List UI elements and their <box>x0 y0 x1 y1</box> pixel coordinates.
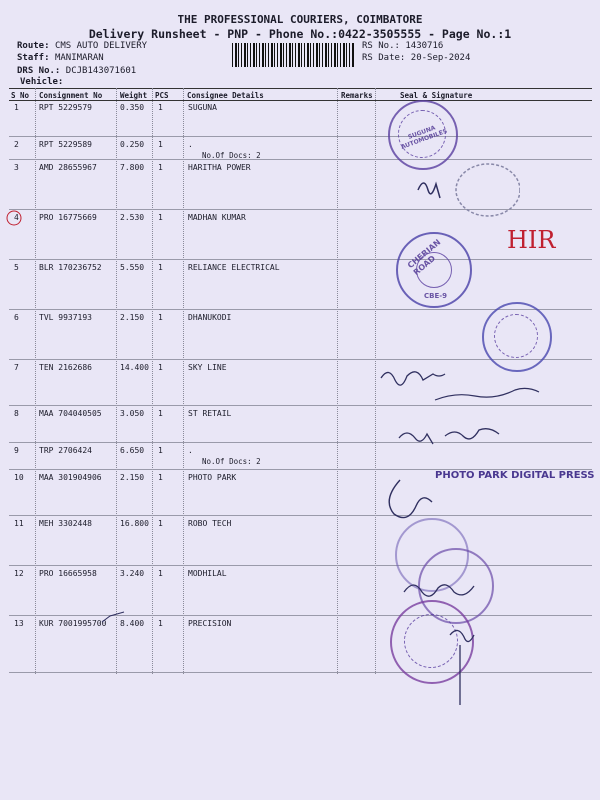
row-weight: 8.400 <box>120 619 145 628</box>
route-value: CMS AUTO DELIVERY <box>54 41 148 51</box>
row-consignment: MAA 301904906 <box>39 473 102 482</box>
cherian-road-stamp <box>396 232 472 308</box>
row-consignee: PHOTO PARK <box>188 473 237 482</box>
row-consignment: BLR 170236752 <box>39 263 102 272</box>
drs-value: DCJB143071601 <box>65 66 137 76</box>
table-header-rule <box>9 100 592 101</box>
col-weight: Weight <box>120 91 148 100</box>
row-weight: 2.150 <box>120 313 145 322</box>
row-consignee: DHANUKODI <box>188 313 232 322</box>
col-divider <box>116 88 117 674</box>
row-pcs: 1 <box>158 163 163 172</box>
row-pcs: 1 <box>158 473 163 482</box>
row-pcs: 1 <box>158 213 163 222</box>
row-sno: 11 <box>14 519 24 528</box>
rs-no-value: 1430716 <box>405 41 444 51</box>
row-sno: 7 <box>14 363 19 372</box>
row-separator <box>9 565 592 566</box>
row-weight: 2.150 <box>120 473 145 482</box>
row-pcs: 1 <box>158 619 163 628</box>
rs-no-line: RS No.: 1430716 <box>362 41 444 51</box>
row-sno: 13 <box>14 619 24 628</box>
row-docs-count: No.Of Docs: 2 <box>202 457 261 466</box>
row-consignment: TVL 9937193 <box>39 313 92 322</box>
col-divider <box>152 88 153 674</box>
row-consignee: ST RETAIL <box>188 409 232 418</box>
row-weight: 3.050 <box>120 409 145 418</box>
row-separator <box>9 136 592 137</box>
tick-mark <box>100 610 130 630</box>
row-consignee: PRECISION <box>188 619 232 628</box>
row-consignment: KUR 7001995700 <box>39 619 107 628</box>
row-pcs: 1 <box>158 409 163 418</box>
row-sno: 4 <box>14 213 19 222</box>
row-weight: 3.240 <box>120 569 145 578</box>
row-sno: 12 <box>14 569 24 578</box>
col-seal: Seal & Signature <box>400 91 473 100</box>
row-consignee: . <box>188 140 193 149</box>
col-divider <box>183 88 184 674</box>
row-pcs: 1 <box>158 263 163 272</box>
col-divider <box>337 88 338 674</box>
row-consignee: MODHILAL <box>188 569 227 578</box>
drs-line: DRS No.: DCJB143071601 <box>17 66 137 76</box>
row-consignment: MAA 704040505 <box>39 409 102 418</box>
row-consignment: AMD 28655967 <box>39 163 97 172</box>
row-weight: 14.400 <box>120 363 149 372</box>
row-weight: 0.250 <box>120 140 145 149</box>
stamp-text-cbe: CBE-9 <box>424 292 448 300</box>
row-sno: 3 <box>14 163 19 172</box>
row-pcs: 1 <box>158 313 163 322</box>
col-consignment: Consignment No <box>39 91 103 100</box>
row-consignment: TRP 2706424 <box>39 446 92 455</box>
row-sno: 2 <box>14 140 19 149</box>
row-consignee: SKY LINE <box>188 363 227 372</box>
row-pcs: 1 <box>158 363 163 372</box>
row-pcs: 1 <box>158 519 163 528</box>
row-weight: 16.800 <box>120 519 149 528</box>
barcode <box>232 43 354 67</box>
stamp-text-suguna: SUGUNA AUTOMOBILES <box>400 124 449 151</box>
company-title: THE PROFESSIONAL COURIERS, COIMBATORE <box>177 13 423 26</box>
row-consignee: RELIANCE ELECTRICAL <box>188 263 280 272</box>
row-consignment: MEH 3302448 <box>39 519 92 528</box>
row-consignee: ROBO TECH <box>188 519 232 528</box>
col-remarks: Remarks <box>341 91 373 100</box>
st-retail-signature <box>395 418 545 463</box>
row-consignment: PRO 16775669 <box>39 213 97 222</box>
vehicle-line: Vehicle: <box>20 77 64 87</box>
photo-park-press-stamp: PHOTO PARK DIGITAL PRESS <box>435 470 595 481</box>
row-pcs: 1 <box>158 103 163 112</box>
route-line: Route: CMS AUTO DELIVERY <box>17 41 148 51</box>
row-weight: 6.650 <box>120 446 145 455</box>
row-pcs: 1 <box>158 140 163 149</box>
row-sno: 10 <box>14 473 24 482</box>
col-consignee: Consignee Details <box>187 91 264 100</box>
row-weight: 2.530 <box>120 213 145 222</box>
haritha-signature <box>410 160 520 230</box>
row-weight: 0.350 <box>120 103 145 112</box>
row-pcs: 1 <box>158 446 163 455</box>
row-consignment: PRO 16665958 <box>39 569 97 578</box>
rs-date-line: RS Date: 20-Sep-2024 <box>362 53 471 63</box>
row-sno: 1 <box>14 103 19 112</box>
row-consignee: . <box>188 446 193 455</box>
staff-value: MANIMARAN <box>54 53 104 63</box>
row-consignment: RPT 5229579 <box>39 103 92 112</box>
row-separator <box>9 515 592 516</box>
row-sno: 5 <box>14 263 19 272</box>
staff-line: Staff: MANIMARAN <box>17 53 104 63</box>
row-consignee: SUGUNA <box>188 103 217 112</box>
rs-date-value: 20-Sep-2024 <box>410 53 471 63</box>
col-divider <box>35 88 36 674</box>
row-4-circle-mark <box>5 209 23 227</box>
row-weight: 5.550 <box>120 263 145 272</box>
row-sno: 6 <box>14 313 19 322</box>
row-docs-count: No.Of Docs: 2 <box>202 151 261 160</box>
skyline-signature <box>375 360 565 415</box>
table-top-rule <box>9 88 592 89</box>
precision-signature <box>440 615 520 705</box>
row-consignee: MADHAN KUMAR <box>188 213 246 222</box>
row-consignee: HARITHA POWER <box>188 163 251 172</box>
runsheet-title: Delivery Runsheet - PNP - Phone No.:0422-3505555 - Page No.:1 <box>88 27 512 41</box>
row-consignment: TEN 2162686 <box>39 363 92 372</box>
row-consignment: RPT 5229589 <box>39 140 92 149</box>
stamp-text-cherian: CHERIAN ROAD <box>405 237 443 278</box>
row-sno: 9 <box>14 446 19 455</box>
row-separator <box>9 259 592 260</box>
hir-mark: HIR <box>507 226 556 254</box>
row-pcs: 1 <box>158 569 163 578</box>
row-weight: 7.800 <box>120 163 145 172</box>
row-sno: 8 <box>14 409 19 418</box>
col-pcs: PCS <box>155 91 169 100</box>
col-sno: S No <box>11 91 30 100</box>
